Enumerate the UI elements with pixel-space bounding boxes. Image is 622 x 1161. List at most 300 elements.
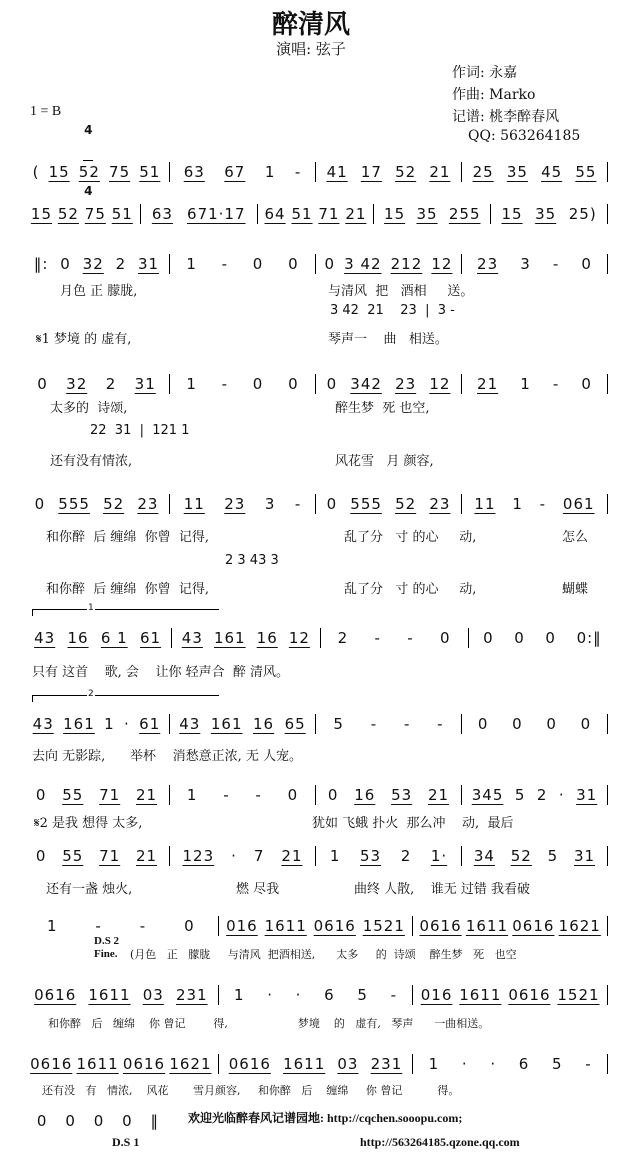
- note-group: -: [552, 255, 560, 273]
- barline: [315, 714, 316, 734]
- note-group: -: [294, 163, 302, 181]
- note-group: ·: [461, 1055, 468, 1073]
- barline: [461, 494, 462, 514]
- alt-notes-b: 22 31 | 121 1: [90, 423, 190, 438]
- barline: [468, 628, 469, 648]
- note-group: 0: [581, 255, 592, 273]
- note-group: -: [403, 715, 411, 733]
- note-group: 1611: [465, 917, 509, 935]
- note-group: 25: [472, 163, 494, 181]
- barline: [461, 714, 462, 734]
- measure: [466, 163, 603, 181]
- staff-row: [28, 374, 612, 394]
- note-group: 0: [514, 629, 525, 647]
- note-group: 0: [93, 1112, 105, 1130]
- note-group: 21: [281, 847, 303, 865]
- note-group: 71: [99, 847, 121, 865]
- note-group: 061: [562, 495, 595, 513]
- note-group: 23: [395, 375, 417, 393]
- barline: [315, 785, 316, 805]
- note-group: 0:‖: [576, 629, 602, 647]
- note-group: 161: [63, 715, 95, 733]
- note-group: 0: [287, 786, 299, 804]
- note-group: 75: [109, 163, 131, 181]
- note-group: 31: [137, 255, 160, 273]
- measure: [466, 847, 603, 865]
- ds2-mark: D.S 2: [94, 935, 120, 947]
- note-group: 5: [547, 847, 559, 865]
- composer: 作曲: Marko: [452, 87, 536, 103]
- lyric: 和你醉 后 缠绵 你 曾记 得, 梦境 的 虚有, 琴声 一曲相送。: [48, 1017, 490, 1030]
- note-group: 53: [391, 786, 413, 804]
- note-group: 0: [36, 1112, 48, 1130]
- barline: [607, 916, 608, 936]
- note-group: 555: [58, 495, 90, 513]
- note-group: 1: [234, 986, 245, 1004]
- note-group: 0: [65, 1112, 76, 1130]
- barline: [218, 916, 219, 936]
- measure: [28, 1055, 214, 1073]
- lyric: 和你醉 后 缠绵 你曾 记得,: [46, 530, 210, 545]
- note-group: 35: [416, 205, 438, 223]
- note-group: -: [223, 786, 230, 804]
- note-group: 16: [253, 715, 275, 733]
- note-group: 23: [477, 255, 499, 273]
- note-group: 1: [264, 163, 276, 181]
- lyric: 琴声一 曲 相送。: [328, 332, 448, 347]
- barline: [315, 162, 316, 182]
- note-group: 231: [370, 1055, 403, 1073]
- barline: [320, 628, 321, 648]
- note-group: 3: [264, 495, 276, 513]
- note-group: 63: [183, 163, 205, 181]
- barline: [169, 785, 170, 805]
- lyric: 与清风 把 酒相 送。: [328, 284, 474, 299]
- note-group: 31: [134, 375, 156, 393]
- note-group: 12: [288, 629, 310, 647]
- measure: [466, 375, 603, 393]
- note-group: 41: [326, 163, 348, 181]
- note-group: -: [437, 715, 444, 733]
- note-group: 52: [395, 163, 417, 181]
- note-group: 34: [473, 847, 495, 865]
- note-group: 1: [512, 495, 523, 513]
- note-group: 23: [137, 495, 159, 513]
- note-group: 016: [420, 986, 453, 1004]
- staff-row: [28, 714, 612, 734]
- staff-row: [28, 1112, 168, 1130]
- measure: [28, 163, 165, 181]
- measure: [174, 495, 311, 513]
- measure: [28, 786, 165, 804]
- note-group: 1: [428, 1055, 440, 1073]
- note-group: 52: [57, 205, 79, 223]
- barline: [171, 628, 172, 648]
- note-group: 0616: [34, 986, 77, 1004]
- barline: [607, 1054, 608, 1074]
- note-group: ·: [267, 986, 273, 1004]
- note-group: 0: [60, 255, 71, 273]
- footer-url: http://563264185.qzone.qq.com: [360, 1135, 520, 1149]
- note-group: 55: [62, 786, 84, 804]
- measure: [174, 163, 311, 181]
- barline: [461, 254, 462, 274]
- staff-row: [28, 916, 612, 936]
- barline: [607, 374, 608, 394]
- barline: [607, 846, 608, 866]
- note-group: 43: [179, 715, 201, 733]
- time-signature: [80, 100, 97, 221]
- note-group: -: [374, 629, 381, 647]
- note-group: 21: [477, 375, 499, 393]
- note-group: 32: [66, 375, 88, 393]
- note-group: 15: [48, 163, 70, 181]
- measure: [320, 715, 457, 733]
- note-group: 0: [252, 375, 264, 393]
- note-group: -: [585, 1055, 592, 1073]
- note-group: 231: [175, 986, 208, 1004]
- note-group: -: [552, 375, 560, 393]
- measure: [320, 255, 457, 273]
- note-group: 52: [510, 847, 532, 865]
- note-group: -: [221, 255, 229, 273]
- note-group: 0: [326, 375, 338, 393]
- note-group: 43: [181, 629, 203, 647]
- note-group: 0: [580, 715, 592, 733]
- note-group: 52: [395, 495, 417, 513]
- note-group: 1: [520, 375, 531, 393]
- note-group: 31: [573, 847, 596, 865]
- note-group: 6: [518, 1055, 530, 1073]
- barline: [169, 162, 170, 182]
- staff-row: [28, 846, 612, 866]
- barline: [169, 846, 170, 866]
- note-group: 3 42: [344, 255, 382, 273]
- singer: 演唱: 弦子: [276, 40, 346, 58]
- note-group: 255: [448, 205, 481, 223]
- staff-row: [28, 204, 612, 224]
- note-group: 0: [184, 917, 195, 935]
- note-group: 61: [139, 629, 162, 647]
- lyricist: 作词: 永嘉: [452, 65, 518, 81]
- note-group: 0: [327, 786, 339, 804]
- measure: [28, 986, 214, 1004]
- lyric: 𝄋1 梦境 的 虚有,: [36, 332, 132, 347]
- note-group: 0: [440, 629, 451, 647]
- measure: [417, 917, 603, 935]
- note-group: 21: [345, 205, 367, 223]
- note-group: 17: [360, 163, 382, 181]
- lyric: 风花雪 月 颜容,: [335, 454, 434, 469]
- note-group: 23: [429, 495, 451, 513]
- note-group: 0: [512, 715, 523, 733]
- note-group: 1: [186, 255, 197, 273]
- measure: [28, 205, 136, 223]
- note-group: -: [95, 917, 102, 935]
- measure: [320, 847, 457, 865]
- note-group: 03: [337, 1055, 359, 1073]
- barline: [169, 254, 170, 274]
- note-group: 75: [84, 205, 106, 223]
- note-group: 71: [99, 786, 121, 804]
- measure: [378, 205, 486, 223]
- note-group: 6 1: [100, 629, 128, 647]
- barline: [607, 494, 608, 514]
- measure: [223, 986, 409, 1004]
- note-group: 0616: [228, 1055, 271, 1073]
- note-group: 1·: [430, 847, 448, 865]
- note-group: 161: [210, 715, 243, 733]
- note-group: 51: [111, 205, 133, 223]
- note-group: 0616: [512, 917, 555, 935]
- barline: [140, 204, 141, 224]
- song-title: 醉清风: [271, 10, 350, 40]
- note-group: 161: [213, 629, 246, 647]
- volta-label: 2: [88, 689, 94, 699]
- note-group: 23: [224, 495, 246, 513]
- note-group: 0616: [508, 986, 551, 1004]
- barline: [607, 714, 608, 734]
- transcriber: 记谱: 桃李醉春风: [452, 109, 560, 125]
- note-group: -: [294, 495, 302, 513]
- barline: [412, 985, 413, 1005]
- note-group: 0: [35, 847, 47, 865]
- footer-welcome: 欢迎光临醉春风记谱园地: http://cqchen.sooopu.com;: [188, 1111, 463, 1125]
- note-group: -: [139, 917, 147, 935]
- volta-label: 1: [88, 603, 94, 613]
- note-group: 53: [359, 847, 382, 865]
- alt-notes-a: 3 42 21 23 | 3 -: [330, 303, 455, 318]
- note-group: 1611: [264, 917, 307, 935]
- measure: [174, 786, 311, 804]
- note-group: 0: [581, 375, 592, 393]
- note-group: 12: [429, 375, 451, 393]
- note-group: (: [32, 163, 40, 181]
- note-group: ‖:: [33, 255, 49, 273]
- note-group: 21: [427, 786, 450, 804]
- lyric: 月色 正 朦胧,: [60, 284, 138, 299]
- note-group: 555: [350, 495, 382, 513]
- note-group: 35: [535, 205, 557, 223]
- measure: [473, 629, 612, 647]
- note-group: 2: [400, 847, 412, 865]
- barline: [257, 204, 258, 224]
- note-group: 31: [576, 786, 598, 804]
- barline: [412, 916, 413, 936]
- measure: [223, 917, 409, 935]
- note-group: 1521: [362, 917, 405, 935]
- note-group: 123: [182, 847, 215, 865]
- measure: [466, 715, 603, 733]
- note-group: 64: [264, 205, 286, 223]
- note-group: 71: [318, 205, 340, 223]
- note-group: 43: [32, 715, 54, 733]
- lyric: 𝄋2 是我 想得 太多,: [34, 816, 143, 831]
- barline: [412, 1054, 413, 1074]
- note-group: 5: [333, 715, 344, 733]
- key-signature: 1 = B: [30, 104, 62, 119]
- lyric: 乱了分 寸 的心 动,: [344, 530, 477, 545]
- note-group: 0616: [419, 917, 462, 935]
- measure: [174, 255, 311, 273]
- barline: [315, 494, 316, 514]
- note-group: 5: [514, 786, 526, 804]
- note-group: 45: [541, 163, 563, 181]
- measure: [417, 1055, 603, 1073]
- measure: [28, 255, 165, 273]
- note-group: -: [370, 715, 378, 733]
- note-group: ·: [231, 847, 237, 865]
- measure: [28, 1112, 168, 1130]
- note-group: 52: [78, 163, 100, 181]
- measure: [28, 847, 165, 865]
- fine-mark: Fine.: [94, 948, 118, 960]
- staff-row: [28, 254, 612, 274]
- note-group: 1611: [283, 1055, 326, 1073]
- lyric: 乱了分 寸 的心 动,: [344, 582, 477, 597]
- note-group: -: [539, 495, 547, 513]
- note-group: ·: [124, 715, 130, 733]
- measure: [28, 495, 165, 513]
- note-group: 0: [252, 255, 264, 273]
- barline: [461, 162, 462, 182]
- meter-bottom: 4: [84, 184, 93, 198]
- note-group: ·: [490, 1055, 497, 1073]
- note-group: 1: [186, 375, 197, 393]
- note-group: 1: [104, 715, 115, 733]
- note-group: 12: [431, 255, 453, 273]
- note-group: 32: [82, 255, 104, 273]
- note-group: 63: [151, 205, 173, 223]
- lyric: 蝴蝶: [562, 582, 589, 597]
- lyric: 还有没有情浓,: [50, 454, 133, 469]
- note-group: 671·17: [187, 205, 246, 223]
- measure: [28, 629, 167, 647]
- note-group: 0616: [122, 1055, 166, 1073]
- note-group: 25): [568, 205, 597, 223]
- note-group: 3: [520, 255, 531, 273]
- measure: [495, 205, 603, 223]
- lyric: 怎么: [562, 530, 589, 545]
- lyric: 犹如 飞蛾 扑火 那么冲 动, 最后: [312, 816, 514, 831]
- note-group: 0: [477, 715, 489, 733]
- note-group: -: [390, 986, 397, 1004]
- barline: [461, 374, 462, 394]
- note-group: 0: [545, 629, 556, 647]
- note-group: ‖: [150, 1112, 160, 1130]
- note-group: 7: [253, 847, 265, 865]
- note-group: 1621: [169, 1055, 212, 1073]
- note-group: 0616: [30, 1055, 73, 1073]
- note-group: 1521: [557, 986, 600, 1004]
- note-group: 35: [506, 163, 528, 181]
- lyric: 还有一盏 烛火,: [46, 882, 133, 897]
- note-group: 0: [34, 495, 46, 513]
- note-group: 5: [552, 1055, 563, 1073]
- note-group: 212: [390, 255, 423, 273]
- measure: [262, 205, 370, 223]
- note-group: 15: [384, 205, 406, 223]
- note-group: 52: [103, 495, 125, 513]
- staff-row: [28, 985, 612, 1005]
- lyric: 燃 尽我: [236, 882, 280, 897]
- note-group: 2: [105, 375, 117, 393]
- barline: [373, 204, 374, 224]
- staff-row: [28, 1054, 612, 1074]
- staff-row: [28, 628, 612, 648]
- note-group: 16: [256, 629, 278, 647]
- note-group: 03: [142, 986, 164, 1004]
- lyric: (月色 正 朦胧 与清风 把酒相送, 太多 的 诗颂 醉生梦 死 也空: [130, 948, 517, 961]
- note-group: 0: [324, 255, 336, 273]
- lyric: 只有 这首 歌, 会 让你 轻声合 醉 清风。: [32, 665, 289, 680]
- note-group: 1: [46, 917, 58, 935]
- measure: [417, 986, 603, 1004]
- note-group: 55: [575, 163, 597, 181]
- measure: [28, 917, 214, 935]
- barline: [607, 985, 608, 1005]
- note-group: 67: [224, 163, 246, 181]
- note-group: -: [255, 786, 262, 804]
- note-group: -: [407, 629, 414, 647]
- volta-bracket-1: [32, 603, 219, 616]
- measure: [28, 715, 165, 733]
- note-group: 11: [474, 495, 496, 513]
- measure: [320, 786, 457, 804]
- note-group: 16: [354, 786, 376, 804]
- ds1-mark: D.S 1: [112, 1135, 140, 1149]
- measure: [174, 847, 311, 865]
- barline: [218, 985, 219, 1005]
- note-group: ·: [295, 986, 302, 1004]
- measure: [223, 1055, 409, 1073]
- lyric: 曲终 人散, 谁无 过错 我看破: [354, 882, 531, 897]
- note-group: 0: [37, 375, 48, 393]
- volta-bracket-2: [32, 689, 219, 702]
- lyric: 去向 无影踪, 举杯 消愁意正浓, 无 人宠。: [32, 749, 302, 764]
- meter-divider: [83, 160, 93, 161]
- measure: [466, 786, 603, 804]
- note-group: 1611: [459, 986, 502, 1004]
- measure: [325, 629, 464, 647]
- note-group: 0: [288, 375, 299, 393]
- note-group: 65: [284, 715, 306, 733]
- note-group: 0: [326, 495, 338, 513]
- note-group: 342: [350, 375, 382, 393]
- note-group: 0: [35, 786, 47, 804]
- note-group: 345: [471, 786, 504, 804]
- note-group: 1611: [76, 1055, 119, 1073]
- note-group: 43: [34, 629, 56, 647]
- barline: [461, 846, 462, 866]
- note-group: 1621: [558, 917, 601, 935]
- staff-row: [28, 494, 612, 514]
- measure: [174, 715, 311, 733]
- note-group: 16: [67, 629, 89, 647]
- meter-top: 4: [84, 123, 93, 137]
- barline: [607, 204, 608, 224]
- barline: [607, 254, 608, 274]
- note-group: 1: [329, 847, 341, 865]
- measure: [174, 375, 311, 393]
- lyric: 和你醉 后 缠绵 你曾 记得,: [46, 582, 210, 597]
- barline: [315, 254, 316, 274]
- measure: [466, 255, 603, 273]
- lyric: 还有没 有 情浓, 风花 雪月颜容, 和你醉 后 缠绵 你 曾记 得。: [42, 1084, 460, 1097]
- barline: [218, 1054, 219, 1074]
- barline: [315, 374, 316, 394]
- measure: [28, 375, 165, 393]
